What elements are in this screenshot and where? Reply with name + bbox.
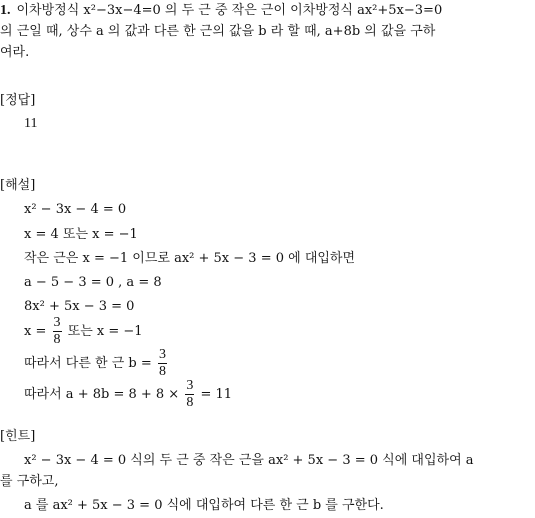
other-root-denominator: 8: [158, 364, 166, 379]
problem-text-1: 이차방정식 x²−3x−4=0 의 두 근 중 작은 근이 이차방정식 ax²+5x−3=0: [16, 3, 443, 18]
hint-line-2: 를 구하고,: [0, 474, 59, 489]
problem-line-3: 여라.: [0, 45, 30, 60]
final-numerator: 3: [186, 378, 194, 393]
solution-step-2: x = 4 또는 x = −1: [24, 227, 138, 242]
hint-line-1: x² − 3x − 4 = 0 식의 두 근 중 작은 근을 ax² + 5x − 3 = 0 식에 대입하여 a: [24, 453, 474, 468]
hint-line-3: a 를 ax² + 5x − 3 = 0 식에 대입하여 다른 한 근 b 를 구한다.: [24, 498, 384, 513]
answer-header: [정답]: [0, 93, 36, 108]
solution-step-4: a − 5 − 3 = 0 , a = 8: [24, 275, 162, 290]
solution-step-3: 작은 근은 x = −1 이므로 ax² + 5x − 3 = 0 에 대입하면: [24, 251, 356, 266]
problem-line-1: [0, 2, 442, 20]
solution-roots: [24, 314, 143, 350]
solution-header: [해설]: [0, 178, 36, 193]
roots-fraction: [53, 316, 62, 347]
problem-line-2: 의 근일 때, 상수 a 의 값과 다른 한 근의 값을 b 라 할 때, a+8b 의 값을 구하: [0, 24, 436, 39]
roots-suffix: 또는 x = −1: [67, 324, 143, 339]
answer-value: 11: [24, 116, 38, 131]
final-denominator: 8: [186, 395, 194, 410]
other-root-fraction: [158, 348, 167, 379]
final-suffix: = 11: [200, 387, 233, 402]
other-root-numerator: 3: [158, 347, 166, 362]
roots-denominator: 8: [53, 332, 61, 347]
solution-step-1: x² − 3x − 4 = 0: [24, 202, 127, 217]
hint-header: [힌트]: [0, 429, 36, 444]
problem-number: 1.: [0, 3, 11, 18]
other-root-prefix: 따라서 다른 한 근 b =: [24, 356, 152, 371]
solution-step-5: 8x² + 5x − 3 = 0: [24, 299, 135, 314]
roots-numerator: 3: [53, 315, 61, 330]
roots-prefix: x =: [24, 324, 47, 339]
final-fraction: [185, 379, 194, 410]
final-prefix: 따라서 a + 8b = 8 + 8 ×: [24, 387, 180, 402]
solution-final: [24, 377, 232, 413]
